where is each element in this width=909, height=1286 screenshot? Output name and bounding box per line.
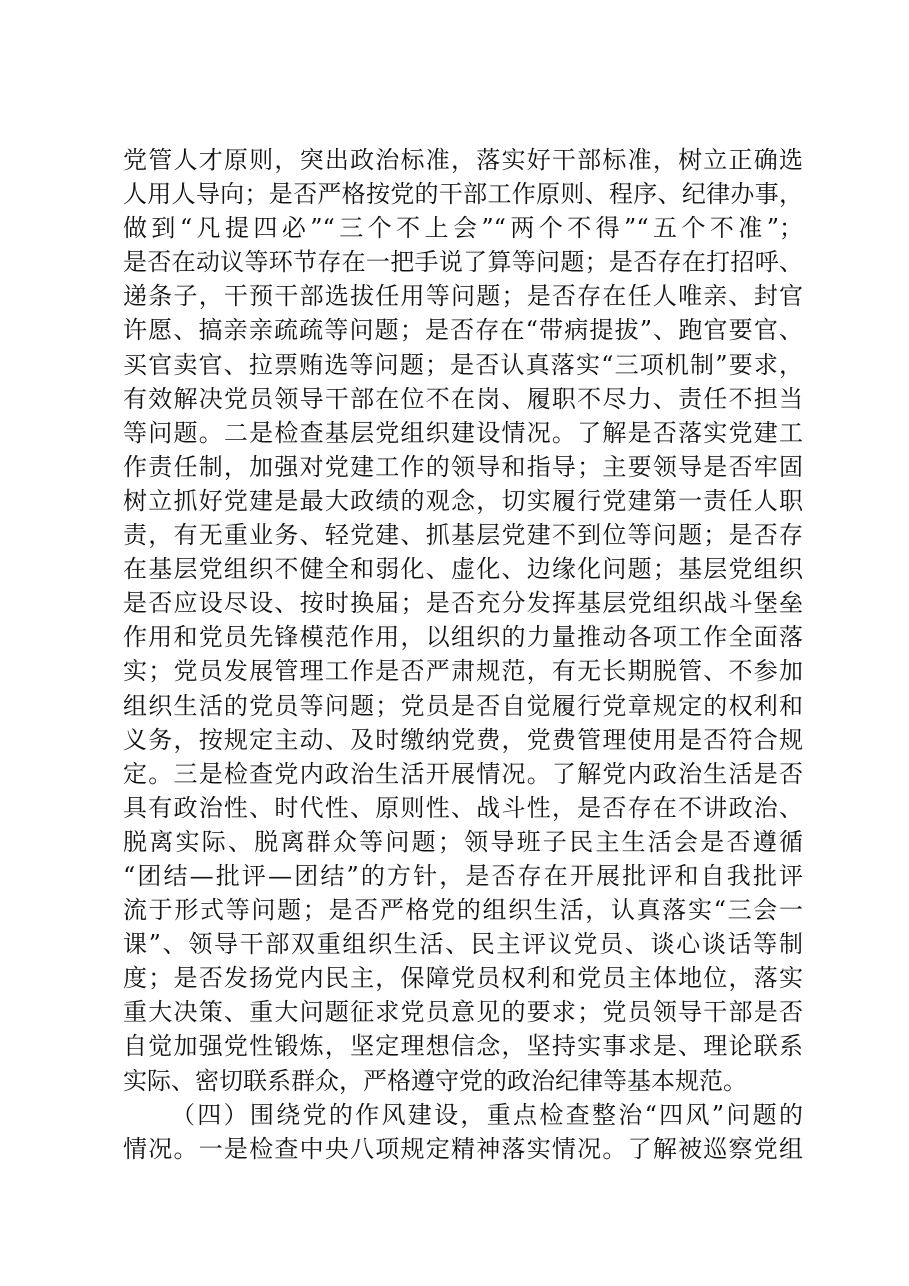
text-line: 课”、领导干部双重组织生活、民主评议党员、谈心谈话等制	[123, 930, 803, 959]
text-line: 递条子，干预干部选拔任用等问题；是否存在任人唯亲、封官	[123, 282, 803, 311]
text-line: “团结—批评—团结”的方针，是否存在开展批评和自我批评	[123, 861, 803, 890]
text-line: 具有政治性、时代性、原则性、战斗性，是否存在不讲政治、	[123, 793, 803, 822]
text-line: 情况。一是检查中央八项规定精神落实情况。了解被巡察党组	[123, 1134, 803, 1163]
text-line: 是否在动议等环节存在一把手说了算等问题；是否存在打招呼、	[123, 248, 803, 277]
text-line: 树立抓好党建是最大政绩的观念，切实履行党建第一责任人职	[123, 486, 803, 515]
text-line: 等问题。二是检查基层党组织建设情况。了解是否落实党建工	[123, 418, 803, 447]
text-line: 是否应设尽设、按时换届；是否充分发挥基层党组织战斗堡垒	[123, 589, 803, 618]
body-text	[123, 143, 803, 1166]
text-line: 自觉加强党性锻炼，坚定理想信念，坚持实事求是、理论联系	[123, 1032, 803, 1061]
text-line: 定。三是检查党内政治生活开展情况。了解党内政治生活是否	[123, 759, 803, 788]
text-line: 责，有无重业务、轻党建、抓基层党建不到位等问题；是否存	[123, 521, 803, 550]
text-line: 买官卖官、拉票贿选等问题；是否认真落实“三项机制”要求，	[123, 350, 803, 379]
paragraph-end-line: 实际、密切联系群众，严格遵守党的政治纪律等基本规范。	[123, 1066, 747, 1095]
text-line: 度；是否发扬党内民主，保障党员权利和党员主体地位，落实	[123, 964, 803, 993]
text-line: 有效解决党员领导干部在位不在岗、履职不尽力、责任不担当	[123, 384, 803, 413]
text-line: 做到“凡提四必”“三个不上会”“两个不得”“五个不准”；	[123, 214, 803, 243]
text-line: 义务，按规定主动、及时缴纳党费，党费管理使用是否符合规	[123, 725, 803, 754]
text-line: 作用和党员先锋模范作用，以组织的力量推动各项工作全面落	[123, 623, 803, 652]
text-line: 在基层党组织不健全和弱化、虚化、边缘化问题；基层党组织	[123, 555, 803, 584]
section-heading-line: （四）围绕党的作风建设，重点检查整治“四风”问题的	[171, 1100, 803, 1129]
text-line: 流于形式等问题；是否严格党的组织生活，认真落实“三会一	[123, 896, 803, 925]
text-line: 脱离实际、脱离群众等问题；领导班子民主生活会是否遵循	[123, 827, 803, 856]
text-line: 党管人才原则，突出政治标准，落实好干部标准，树立正确选	[123, 146, 803, 174]
text-line: 人用人导向；是否严格按党的干部工作原则、程序、纪律办事，	[123, 180, 803, 209]
text-line: 重大决策、重大问题征求党员意见的要求；党员领导干部是否	[123, 998, 803, 1027]
text-line: 实；党员发展管理工作是否严肃规范，有无长期脱管、不参加	[123, 657, 803, 686]
text-line: 许愿、搞亲亲疏疏等问题；是否存在“带病提拔”、跑官要官、	[123, 316, 803, 345]
text-line: 组织生活的党员等问题；党员是否自觉履行党章规定的权利和	[123, 691, 803, 720]
text-line: 作责任制，加强对党建工作的领导和指导；主要领导是否牢固	[123, 452, 803, 481]
